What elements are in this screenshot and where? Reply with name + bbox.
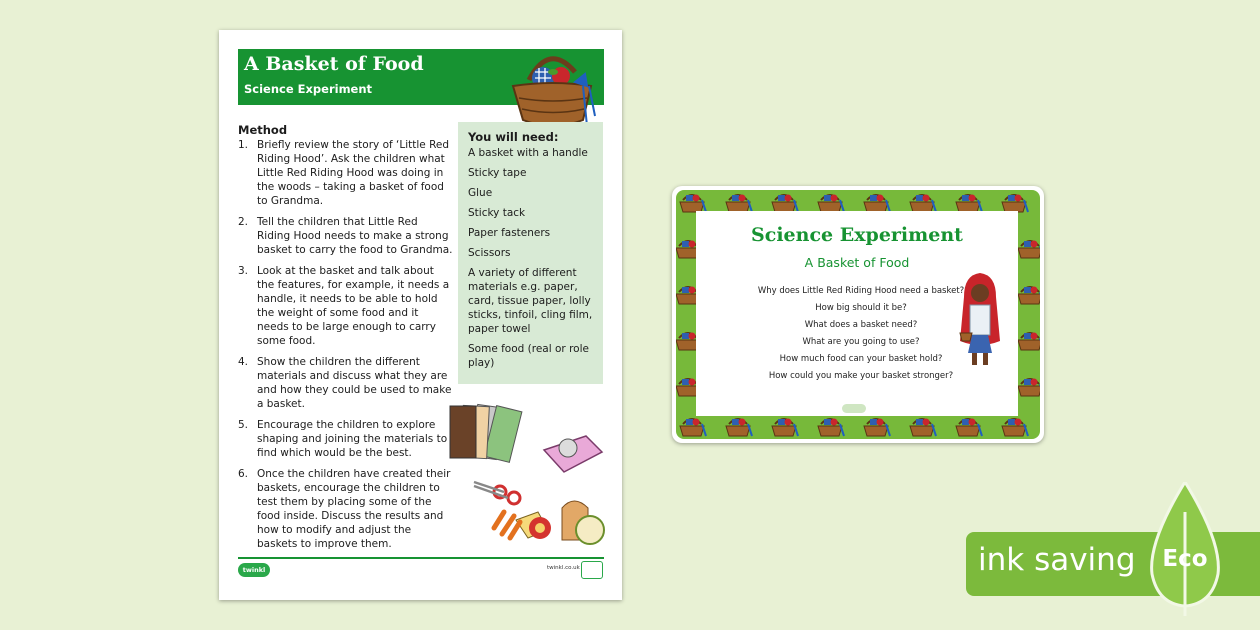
red-riding-hood-illustration <box>958 271 1002 371</box>
question-item: What are you going to use? <box>802 337 920 347</box>
need-item: Scissors <box>468 247 511 259</box>
worksheet-page <box>219 30 622 600</box>
method-step: 2. Tell the children that Little Red Riding Hood needs to make a strong basket to carry the food to Grandma. <box>238 216 453 256</box>
footer-url: twinkl.co.uk <box>547 565 580 571</box>
method-step: 1. Briefly review the story of ‘Little Red Riding Hood’. Ask the children what Little Red Riding Hood was doing in the woods – taking a basket of food to Grandma. <box>238 139 450 207</box>
card-panel <box>696 211 1018 416</box>
question-item: Why does Little Red Riding Hood need a basket? <box>757 286 965 296</box>
method-heading: Method <box>238 123 288 137</box>
worksheet-title: A Basket of Food <box>244 53 424 75</box>
question-list <box>736 283 986 385</box>
question-item: How big should it be? <box>815 303 907 313</box>
need-item: Sticky tack <box>468 207 526 219</box>
card-twinkl-logo <box>842 404 866 413</box>
leaf-drop-icon <box>1148 482 1222 618</box>
need-item: Some food (real or role play) <box>468 343 589 369</box>
need-item: A variety of different materials e.g. paper, card, tissue paper, lolly sticks, tinfoil, cling film, paper towel <box>468 267 593 335</box>
worksheet-subtitle: Science Experiment <box>244 82 373 96</box>
card-title: Science Experiment <box>751 224 963 246</box>
ink-saving-label: ink saving <box>978 542 1136 578</box>
question-item: What does a basket need? <box>804 320 918 330</box>
need-heading: You will need: <box>468 130 559 144</box>
eco-label: Eco <box>1162 546 1208 572</box>
question-item: How much food can your basket hold? <box>779 354 943 364</box>
you-will-need-box <box>458 122 603 384</box>
need-item: Sticky tape <box>468 167 527 179</box>
need-item: Paper fasteners <box>468 227 551 239</box>
need-item: A basket with a handle <box>468 147 588 159</box>
need-item: Glue <box>468 187 493 199</box>
method-step: 5. Encourage the children to explore shaping and joining the materials to find which would be the best. <box>238 419 448 459</box>
quality-badge-icon <box>581 561 603 579</box>
twinkl-logo: twinkl <box>238 563 270 577</box>
materials-illustration <box>444 400 609 550</box>
question-item: How could you make your basket stronger? <box>768 371 954 381</box>
method-step: 4. Show the children the different materials and discuss what they are and how they could be used to make a basket. <box>238 356 452 410</box>
method-step: 6. Once the children have created their baskets, encourage the children to test them by placing some of the food inside. Discuss the results and how to modify and adjust the baskets to improve them. <box>238 468 451 550</box>
method-step: 3. Look at the basket and talk about the features, for example, it needs a handle, it needs to be able to hold the weight of some food and it needs to be large enough to carry some food. <box>238 265 450 347</box>
question-card <box>672 186 1044 443</box>
card-subtitle: A Basket of Food <box>804 255 910 270</box>
method-steps <box>238 138 453 558</box>
footer-rule <box>238 557 604 559</box>
